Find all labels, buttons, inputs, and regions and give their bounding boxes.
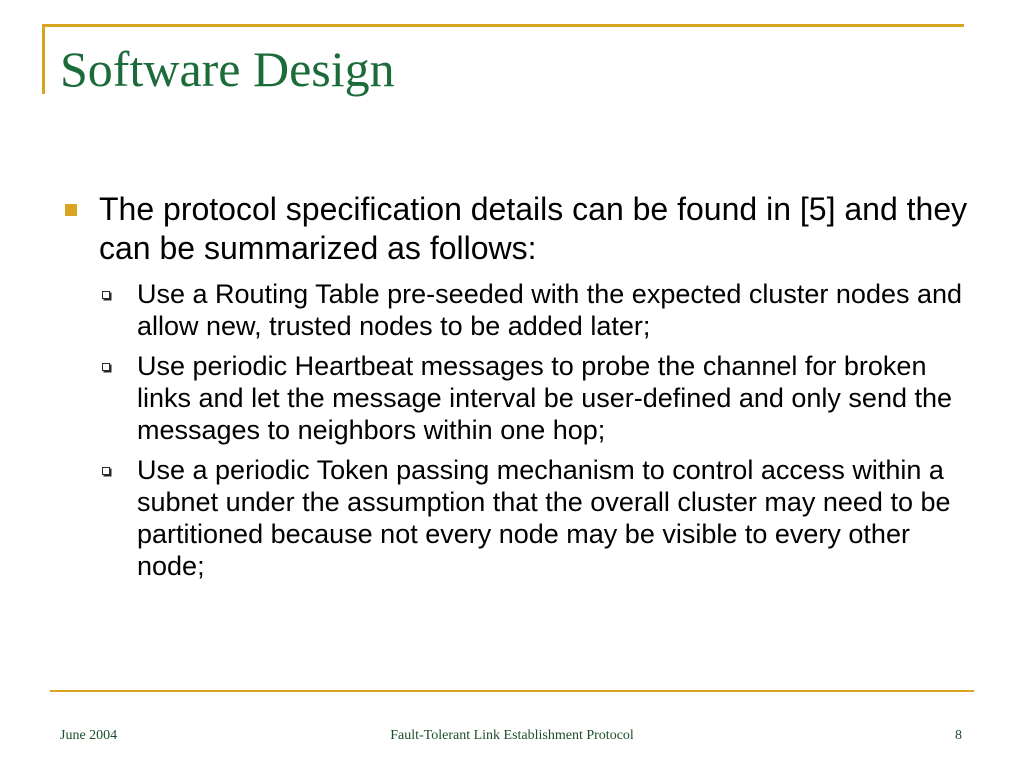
sub-bullet-text: Use a Routing Table pre-seeded with the expected cluster nodes and allow new, trusted nodes to be added later;	[137, 279, 963, 341]
hollow-square-bullet-icon	[102, 291, 110, 299]
footer-date: June 2004	[60, 728, 118, 743]
hollow-square-bullet-icon	[102, 467, 110, 475]
bullet-text: The protocol specification details can be found in [5] and they can be summarized as follows:	[99, 191, 968, 266]
left-frame-line	[42, 26, 45, 94]
sub-bullet	[58, 350, 973, 446]
sub-bullet-text: Use a periodic Token passing mechanism to control access within a subnet under the assumption that the overall cluster may need to be partitioned because not every node may be visible to every other node;	[137, 455, 951, 581]
footer-title: Fault-Tolerant Link Establishment Protocol	[390, 728, 634, 743]
page-number: 8	[955, 728, 962, 743]
slide-content	[58, 190, 973, 590]
sub-bullet	[58, 454, 973, 582]
top-frame-line	[42, 24, 964, 27]
sub-bullet	[58, 278, 973, 342]
footer-divider	[50, 690, 974, 692]
bullet-level-1	[58, 190, 973, 268]
slide-title: Software Design	[60, 41, 395, 97]
square-bullet-icon	[65, 204, 77, 216]
hollow-square-bullet-icon	[102, 363, 110, 371]
sub-bullet-text: Use periodic Heartbeat messages to probe the channel for broken links and let the message interval be user-defined and only send the messages to neighbors within one hop;	[137, 351, 953, 445]
